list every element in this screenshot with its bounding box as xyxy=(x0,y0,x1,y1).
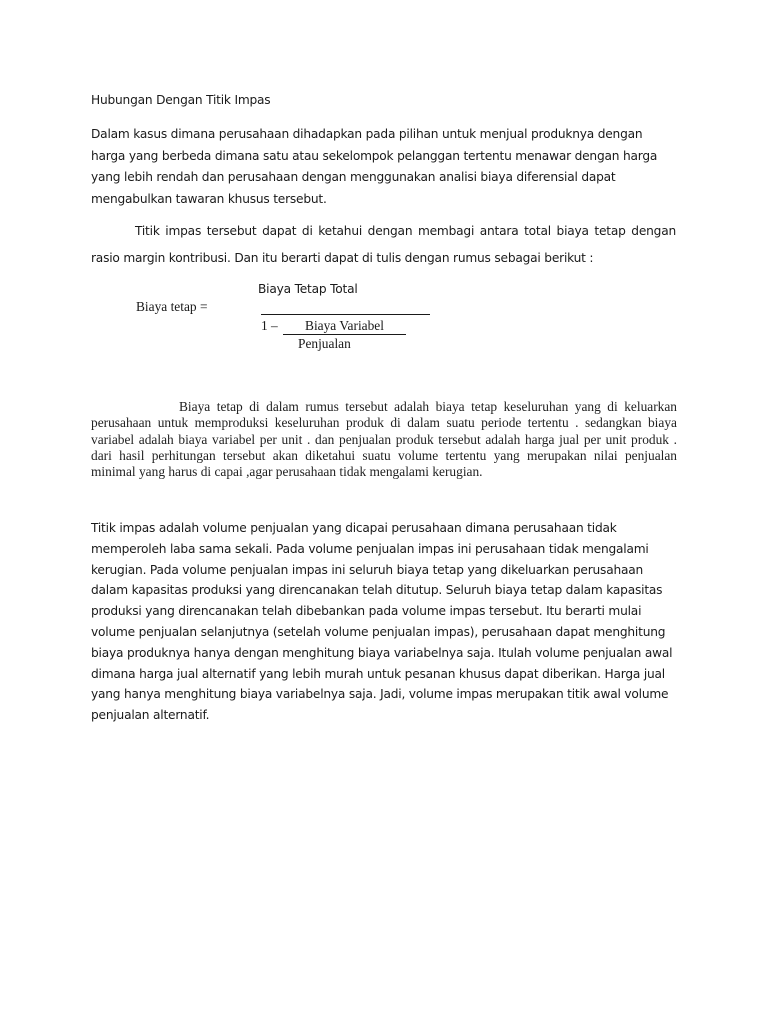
paragraph-formula-intro: Titik impas tersebut dapat di ketahui dengan membagi antara total biaya tetap dengan rasio margin kontribusi. Dan itu berarti dapat di tulis dengan rumus sebagai berikut : xyxy=(91,224,676,265)
formula-inner-denominator: Penjualan xyxy=(298,336,351,351)
formula-label: Biaya tetap = xyxy=(136,299,208,314)
formula-numerator: Biaya Tetap Total xyxy=(258,282,358,296)
paragraph-definition: Titik impas adalah volume penjualan yang dicapai perusahaan dimana perusahaan tidak memperoleh laba sama sekali. Pada volume penjualan impas ini perusahaan tidak mengalami kerugian. Pada volume penjualan impas ini seluruh biaya tetap yang dikeluarkan perusahaan dalam kapasitas produksi yang direncanakan telah ditutup. Seluruh biaya tetap dalam kapasitas produksi yang direncanakan telah dibebankan pada volume impas tersebut. Itu berarti mulai volume penjualan selanjutnya (setelah volume penjualan impas), perusahaan dapat menghitung biaya produknya hanya dengan menghitung biaya variabelnya saja. Itulah volume penjualan awal dimana harga jual alternatif yang lebih murah untuk pesanan khusus dapat diberikan. Harga jual yang hanya menghitung biaya variabelnya saja. Jadi, volume impas merupakan titik awal volume penjualan alternatif. xyxy=(91,521,673,723)
paragraph-intro: Dalam kasus dimana perusahaan dihadapkan pada pilihan untuk menjual produknya dengan harga yang berbeda dimana satu atau sekelompok pelanggan tertentu menawar dengan harga yang lebih rendah dan perusahaan dengan menggunakan analisi biaya diferensial dapat mengabulkan tawaran khusus tersebut. xyxy=(91,127,658,206)
fraction-bar xyxy=(261,314,430,315)
formula-one-minus: 1 – xyxy=(261,318,278,333)
paragraph-explanation: Biaya tetap di dalam rumus tersebut adalah biaya tetap keseluruhan yang di keluarkan perusahaan untuk memproduksi keseluruhan produk di dalam suatu periode tertentu . sedangkan biaya variabel adalah biaya variabel per unit . dan penjualan produk tersebut adalah harga jual per unit produk . dari hasil perhitungan tersebut akan diketahui suatu volume tertentu yang merupakan nilai penjualan minimal yang harus di capai ,agar perusahaan tidak mengalami kerugian. xyxy=(91,399,677,480)
formula-inner-numerator: Biaya Variabel xyxy=(283,318,406,335)
document-heading: Hubungan Dengan Titik Impas xyxy=(91,93,271,107)
